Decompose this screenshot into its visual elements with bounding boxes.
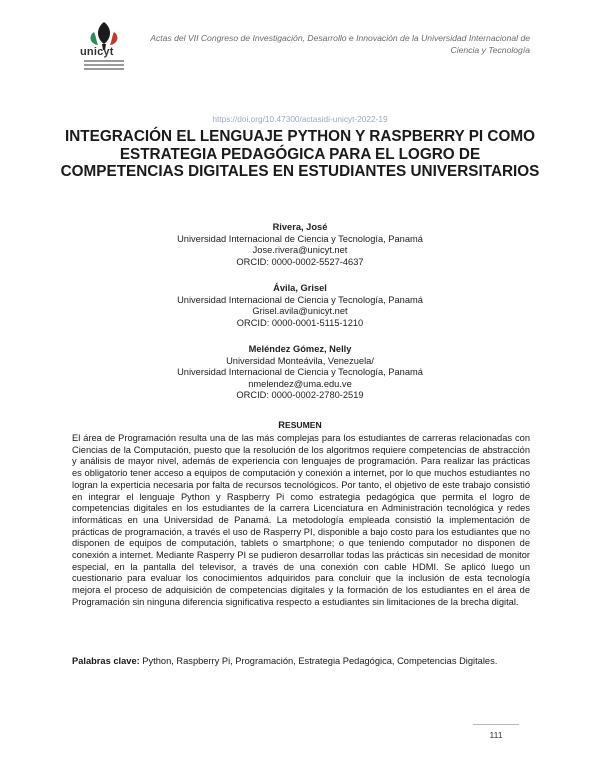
conference-title: Actas del VII Congreso de Investigación, Desarrollo e Innovación de la Universidad Internacional de Ciencia y Tecnología [150,33,530,55]
author-block-2 [0,283,600,329]
logo-tagline-lines [84,60,124,72]
author-email[interactable]: nmelendez@uma.edu.ve [248,378,352,389]
author-name: Ávila, Grisel [273,283,327,293]
page-header [0,0,600,82]
keywords [72,656,530,668]
footer-divider [473,724,519,725]
abstract-heading: RESUMEN [278,420,322,430]
doi-link[interactable]: https://doi.org/10.47300/actasidi-unicyt-2022-19 [212,114,388,124]
author-affiliation: Universidad Internacional de Ciencia y Tecnología, Panamá [177,294,423,305]
author-affiliation: Universidad Monteávila, Venezuela/ [226,355,374,366]
author-name: Rivera, José [272,222,328,232]
author-affiliation: Universidad Internacional de Ciencia y Tecnología, Panamá [177,233,423,244]
logo-wordmark: unicyt [80,46,114,58]
author-block-1 [0,222,600,268]
author-orcid: ORCID: 0000-0002-2780-2519 [236,390,364,401]
page-number: 111 [489,730,503,740]
author-email[interactable]: Grisel.avila@unicyt.net [252,306,348,317]
paper-title: INTEGRACIÓN EL LENGUAJE PYTHON Y RASPBERRY PI COMO ESTRATEGIA PEDAGÓGICA PARA EL LOGRO DE COMPETENCIAS DIGITALES EN ESTUDIANTES UNIVERSITARIOS [60,128,540,180]
author-affiliation-secondary: Universidad Internacional de Ciencia y Tecnología, Panamá [177,367,423,378]
keywords-list: Python, Raspberry Pi, Programación, Estrategia Pedagógica, Competencias Digitales. [139,656,498,666]
author-name: Meléndez Gómez, Nelly [248,344,352,354]
author-orcid: ORCID: 0000-0001-5115-1210 [236,317,364,328]
keywords-label: Palabras clave: [72,656,140,666]
author-email[interactable]: Jose.rivera@unicyt.net [252,245,348,256]
author-block-3 [0,344,600,402]
abstract-text: El área de Programación resulta una de las más complejas para los estudiantes de carreras relacionadas con Ciencias de la Computación, puesto que la resolución de los algoritmos requiere competencias de abstracción y análisis de mayor nivel, además de experiencia con lenguajes de programación. Para realizar las prácticas es obligatorio tener acceso a equipos de computación y conexión a internet, por lo que muchos estudiantes no logran la experticia necesaria por falta de recursos tecnológicos. Por tanto, el objetivo de este trabajo consistió en integrar el lenguaje Python y Raspberry Pi como estrategia pedagógica que permita el logro de competencias digitales en los estudiantes de la carrera Licenciatura en Administración tecnológica y redes informáticas en una Universidad de Panamá. La metodología empleada consistió la implementación de prácticas de programación, a través el uso de Rasperry PI, disponible a bajo costo para los estudiantes que no disponen de equipos de computación, tablets o smartphone; o que teniendo computador no disponen de conexión a internet. Mediante Rasperry PI se pudieron desarrollar todas las prácticas sin necesidad de monitor especial, en la pantalla del televisor, a través de una conexión con cable HDMI. Se aplicó luego un cuestionario para evaluar los conocimientos adquiridos para concluir que la inclusión de esta tecnología mejora el proceso de adquisición de competencias digitales y la formación de los estudiantes en el área de Programación sin ninguna diferencia significativa respecto a estudiantes sin limitaciones de la brecha digital. [72,433,530,607]
author-orcid: ORCID: 0000-0002-5527-4637 [236,256,364,267]
